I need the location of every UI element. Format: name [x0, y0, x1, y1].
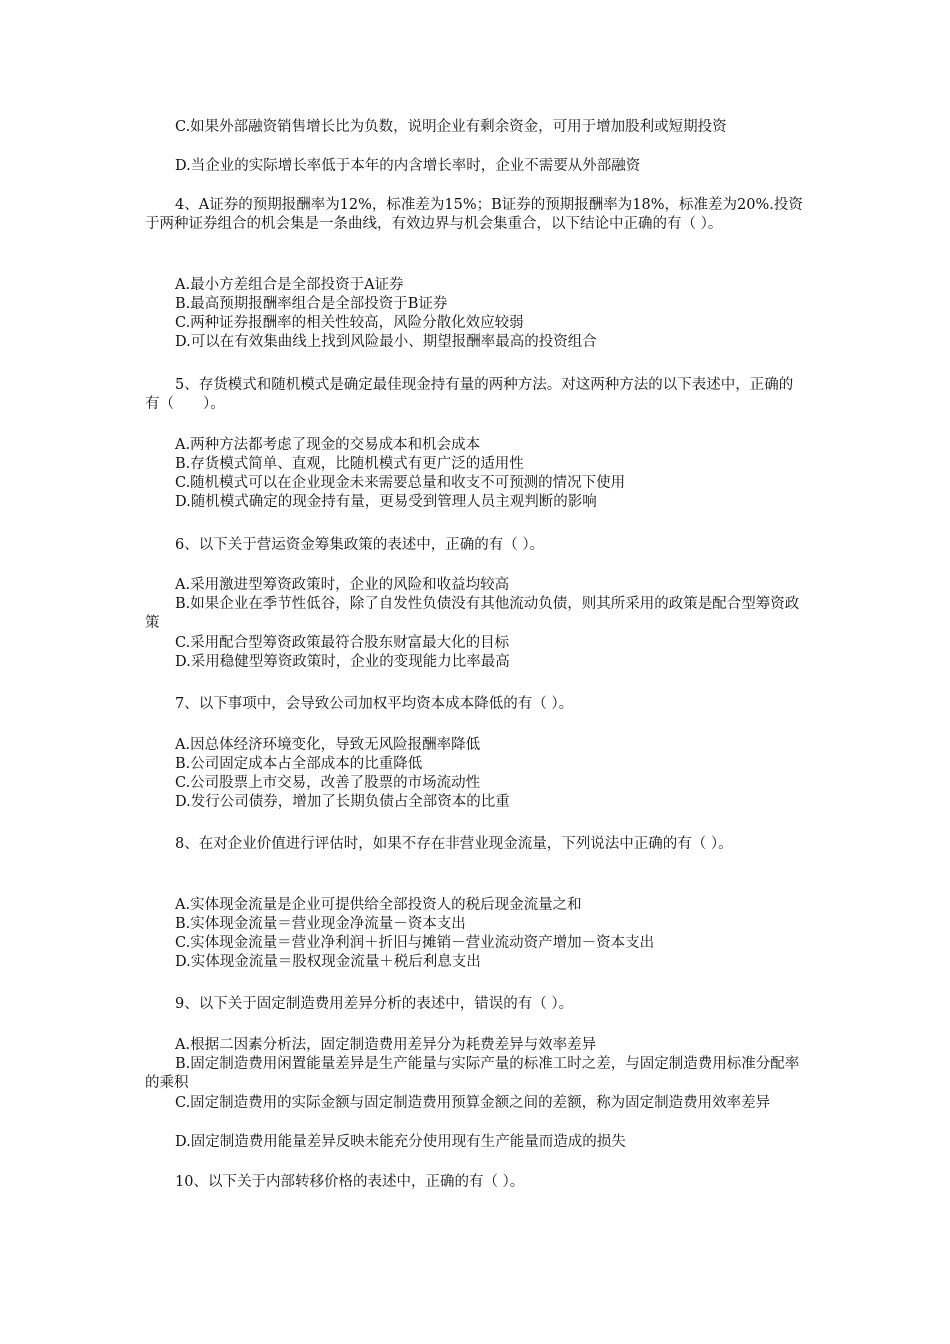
- question-6-option-d: D.采用稳健型筹资政策时，企业的变现能力比率最高: [175, 654, 510, 670]
- question-9-option-d: D.固定制造费用能量差异反映未能充分使用现有生产能量而造成的损失: [175, 1134, 626, 1150]
- question-9-option-c: C.固定制造费用的实际金额与固定制造费用预算金额之间的差额，称为固定制造费用效率差异: [175, 1095, 771, 1111]
- question-5-option-d: D.随机模式确定的现金持有量，更易受到管理人员主观判断的影响: [175, 494, 597, 510]
- question-8-option-c: C.实体现金流量＝营业净利润＋折旧与摊销－营业流动资产增加－资本支出: [175, 935, 655, 951]
- question-6-option-b: B.如果企业在季节性低谷，除了自发性负债没有其他流动负债，则其所采用的政策是配合型筹资政策: [145, 596, 800, 631]
- question-4-option-a: A.最小方差组合是全部投资于A证券: [175, 277, 404, 293]
- question-9-option-a: A.根据二因素分析法，固定制造费用差异分为耗费差异与效率差异: [175, 1037, 597, 1053]
- question-7-option-b: B.公司固定成本占全部成本的比重降低: [175, 756, 423, 772]
- question-7-option-c: C.公司股票上市交易，改善了股票的市场流动性: [175, 775, 481, 791]
- question-5-option-c: C.随机模式可以在企业现金未来需要总量和收支不可预测的情况下使用: [175, 475, 626, 491]
- question-8-option-a: A.实体现金流量是企业可提供给全部投资人的税后现金流量之和: [175, 897, 582, 913]
- question-6-stem: 6、以下关于营运资金筹集政策的表述中，正确的有（ ）。: [175, 537, 545, 553]
- question-8-stem: 8、在对企业价值进行评估时，如果不存在非营业现金流量，下列说法中正确的有（ ）。: [175, 836, 733, 852]
- question-10-stem: 10、以下关于内部转移价格的表述中，正确的有（ ）。: [175, 1174, 525, 1190]
- question-5-stem: 5、存货模式和随机模式是确定最佳现金持有量的两种方法。对这两种方法的以下表述中，正确的有（ ）。: [145, 377, 794, 412]
- question-9-stem: 9、以下关于固定制造费用差异分析的表述中，错误的有（ ）。: [175, 996, 574, 1012]
- question-4-option-d: D.可以在有效集曲线上找到风险最小、期望报酬率最高的投资组合: [175, 334, 597, 350]
- question-7-option-d: D.发行公司债券，增加了长期负债占全部资本的比重: [175, 794, 510, 810]
- intro-option-d: D.当企业的实际增长率低于本年的内含增长率时，企业不需要从外部融资: [175, 158, 641, 174]
- question-9-option-b: B.固定制造费用闲置能量差异是生产能量与实际产量的标准工时之差，与固定制造费用标准分配率的乘积: [145, 1056, 800, 1091]
- question-7-option-a: A.因总体经济环境变化，导致无风险报酬率降低: [175, 737, 481, 753]
- intro-option-c: C.如果外部融资销售增长比为负数，说明企业有剩余资金，可用于增加股利或短期投资: [175, 119, 727, 135]
- question-5-option-b: B.存货模式简单、直观，比随机模式有更广泛的适用性: [175, 456, 524, 472]
- question-7-stem: 7、以下事项中，会导致公司加权平均资本成本降低的有（ ）。: [175, 696, 574, 712]
- question-4-option-c: C.两种证券报酬率的相关性较高，风险分散化效应较弱: [175, 315, 524, 331]
- question-6-option-a: A.采用激进型筹资政策时，企业的风险和收益均较高: [175, 577, 510, 593]
- question-6-option-c: C.采用配合型筹资政策最符合股东财富最大化的目标: [175, 635, 510, 651]
- question-8-option-b: B.实体现金流量＝营业现金净流量－资本支出: [175, 916, 466, 932]
- question-5-option-a: A.两种方法都考虑了现金的交易成本和机会成本: [175, 437, 481, 453]
- question-4-option-b: B.最高预期报酬率组合是全部投资于B证券: [175, 296, 448, 312]
- question-4-stem: 4、A证券的预期报酬率为12%，标准差为15%；B证券的预期报酬率为18%，标准差为20%.投资于两种证券组合的机会集是一条曲线，有效边界与机会集重合，以下结论中正确的有（ ）。: [145, 197, 803, 232]
- question-8-option-d: D.实体现金流量＝股权现金流量＋税后利息支出: [175, 954, 481, 970]
